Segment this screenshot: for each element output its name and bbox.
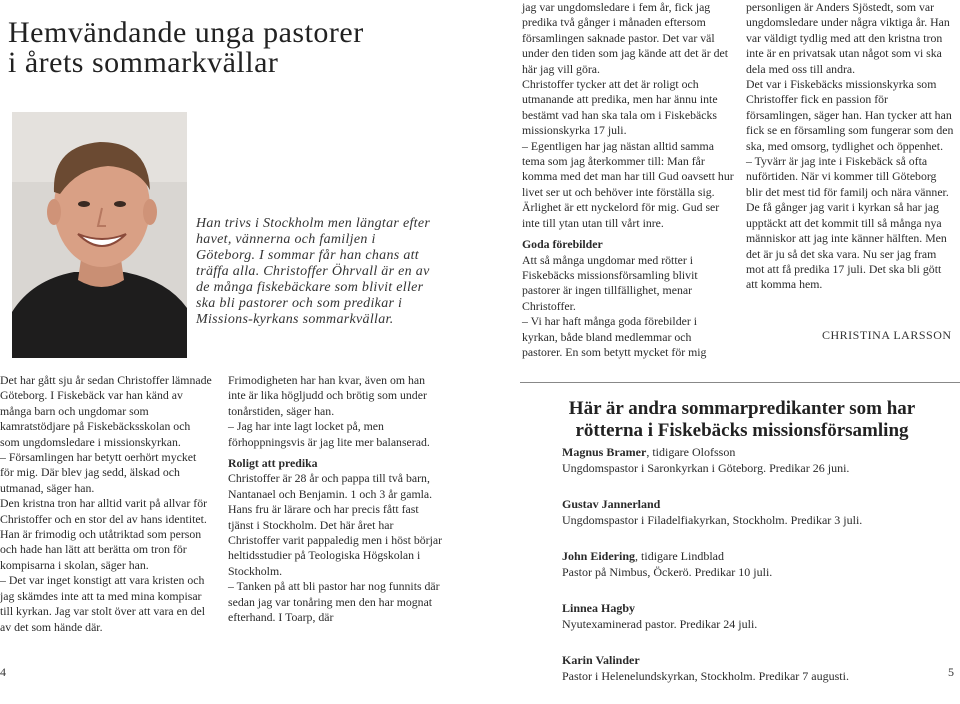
preacher-name: Gustav Jannerland xyxy=(562,497,661,511)
preacher-name: Linnea Hagby xyxy=(562,601,636,615)
list-item xyxy=(562,600,952,632)
paragraph: – Egentligen har jag nästan alltid samma tema som jag återkommer till: Man får komma med det man har till Gud oavsett hur livet ser ut och behöver inte förställa sig. Ärlighet är ett nyckelord för mig. Gud ser inte till ytan utan till vårt inre. xyxy=(522,138,734,230)
paragraph: – Församlingen har betytt oerhört mycket för mig. Där blev jag sedd, älskad och utmanad, säger han. xyxy=(0,450,197,495)
paragraph: Christoffer tycker att det är roligt och utmanande att predika, men har ännu inte bestämt vad han ska tala om i Fiskebäcks missionskyrka 17 juli. xyxy=(522,77,718,138)
preacher-note: , tidigare Lindblad xyxy=(635,549,725,563)
column-1 xyxy=(0,373,212,635)
list-item xyxy=(562,548,952,580)
author-signature: CHRISTINA LARSSON xyxy=(822,328,952,342)
paragraph: Frimodigheten har han kvar, även om han inte är lika högljudd och brötig som under tonårstiden, säger han. xyxy=(228,373,427,418)
list-item xyxy=(562,496,952,528)
paragraph: personligen är Anders Sjöstedt, som var ungdomsledare under några viktiga år. Han var väldigt tydlig med att den kristna tron inte är en privatsak utan något som vi ska dela med oss till andra. xyxy=(746,0,950,76)
paragraph: Det har gått sju år sedan Christoffer lämnade Göteborg. I Fiskebäck var han känd av många barn och ungdomar som kamratstödjare på Fiskebäcksskolan och som ungdomsledare i missionskyrkan. xyxy=(0,373,212,449)
list-item xyxy=(562,444,952,476)
preacher-list xyxy=(562,444,952,704)
preacher-detail: Ungdomspastor i Saronkyrkan i Göteborg. Predikar 26 juni. xyxy=(562,461,850,475)
preacher-name: Karin Valinder xyxy=(562,653,640,667)
box-title-line-2: rötterna i Fiskebäcks missionsförsamling xyxy=(575,420,909,441)
article-lede: Han trivs i Stockholm men längtar efter havet, vännerna och familjen i Göteborg. I sommar får han chans att träffa alla. Christoffer Öhrvall är en av de många fiskebäckare som blivit eller ska bli pastorer och som predikar i Missions-kyrkans sommarkvällar. xyxy=(196,216,431,327)
portrait-photo xyxy=(12,112,187,358)
paragraph: Det var i Fiskebäcks missionskyrka som Christoffer fick en passion för församlingen, säger han. Han tycker att han fick se en församling som fungerar som den ska, med omsorg, tydlighet och öppenhet. xyxy=(746,77,954,153)
title-line-1: Hemvändande unga pastorer xyxy=(8,16,364,49)
article-title xyxy=(8,18,448,78)
paragraph: – Tanken på att bli pastor har nog funnits där sedan jag var tonåring men den har mognat efterhand. I Toarp, där xyxy=(228,579,440,625)
column-4 xyxy=(746,0,954,293)
column-3 xyxy=(522,0,734,360)
title-line-2: i årets sommarkvällar xyxy=(8,46,279,79)
subheading: Goda förebilder xyxy=(522,237,603,252)
divider xyxy=(520,382,960,383)
column-2 xyxy=(228,373,444,626)
paragraph: – Jag har inte lagt locket på, men förhoppningsvis är jag lite mer balanserad. xyxy=(228,419,430,449)
paragraph: Den kristna tron har alltid varit på allvar för Christoffer och en stor del av hans identitet. Han är frimodig och utåtriktad som person och hade han lätt att berätta om tron för kompisarna i skolan, säger han. xyxy=(0,496,208,572)
box-title xyxy=(528,398,956,442)
paragraph: Christoffer är 28 år och pappa till två barn, Nantanael och Benjamin. 1 och 3 år gamla. Hans fru är lärare och har precis fått fast tjänst i Stockholm. Det här året har Christoffer varit pappaledig men i höst börjar heltidsstudier på Teologiska Högskolan i Stockholm. xyxy=(228,471,443,578)
list-item xyxy=(562,652,952,684)
preacher-detail: Ungdomspastor i Filadelfiakyrkan, Stockholm. Predikar 3 juli. xyxy=(562,513,863,527)
preacher-detail: Pastor på Nimbus, Öckerö. Predikar 10 juli. xyxy=(562,565,773,579)
box-title-line-1: Här är andra sommarpredikanter som har xyxy=(568,398,916,419)
paragraph: – Tyvärr är jag inte i Fiskebäck så ofta nuförtiden. När vi kommer till Göteborg blir det mest tid för familj och nära vänner. De få gånger jag varit i kyrkan så har jag upptäckt att det kommit till så många nya människor att jag inte känner hälften. Men det är ju så det ska vara. Nu ser jag fram mot att få predika 17 juli. Det ska bli gött att komma hem. xyxy=(746,154,949,292)
page-number-right: 5 xyxy=(948,665,954,679)
page-number-left: 4 xyxy=(0,665,6,679)
paragraph: jag var ungdomsledare i fem år, fick jag predika två gånger i månaden eftersom församlingen saknade pastor. Det var väl under den tiden som jag kände att det är det här jag vill göra. xyxy=(522,0,729,76)
preacher-name: John Eidering xyxy=(562,549,636,563)
paragraph: – Det var inget konstigt att vara kristen och jag skämdes inte att ta med mina kompisar till kyrkan. Jag var stolt över att vara en del av det som hände där. xyxy=(0,573,206,634)
preacher-detail: Pastor i Helenelundskyrkan, Stockholm. Predikar 7 augusti. xyxy=(562,669,849,683)
paragraph: Att så många ungdomar med rötter i Fiskebäcks missionsförsamling blivit pastorer är ingen tillfällighet, menar Christoffer. xyxy=(522,252,698,313)
subheading: Roligt att predika xyxy=(228,456,318,471)
preacher-detail: Nyutexaminerad pastor. Predikar 24 juli. xyxy=(562,617,758,631)
preacher-note: , tidigare Olofsson xyxy=(646,445,736,459)
preacher-name: Magnus Bramer xyxy=(562,445,647,459)
paragraph: – Vi har haft många goda förebilder i kyrkan, både bland medlemmar och pastorer. En som betytt mycket för mig xyxy=(522,314,707,359)
